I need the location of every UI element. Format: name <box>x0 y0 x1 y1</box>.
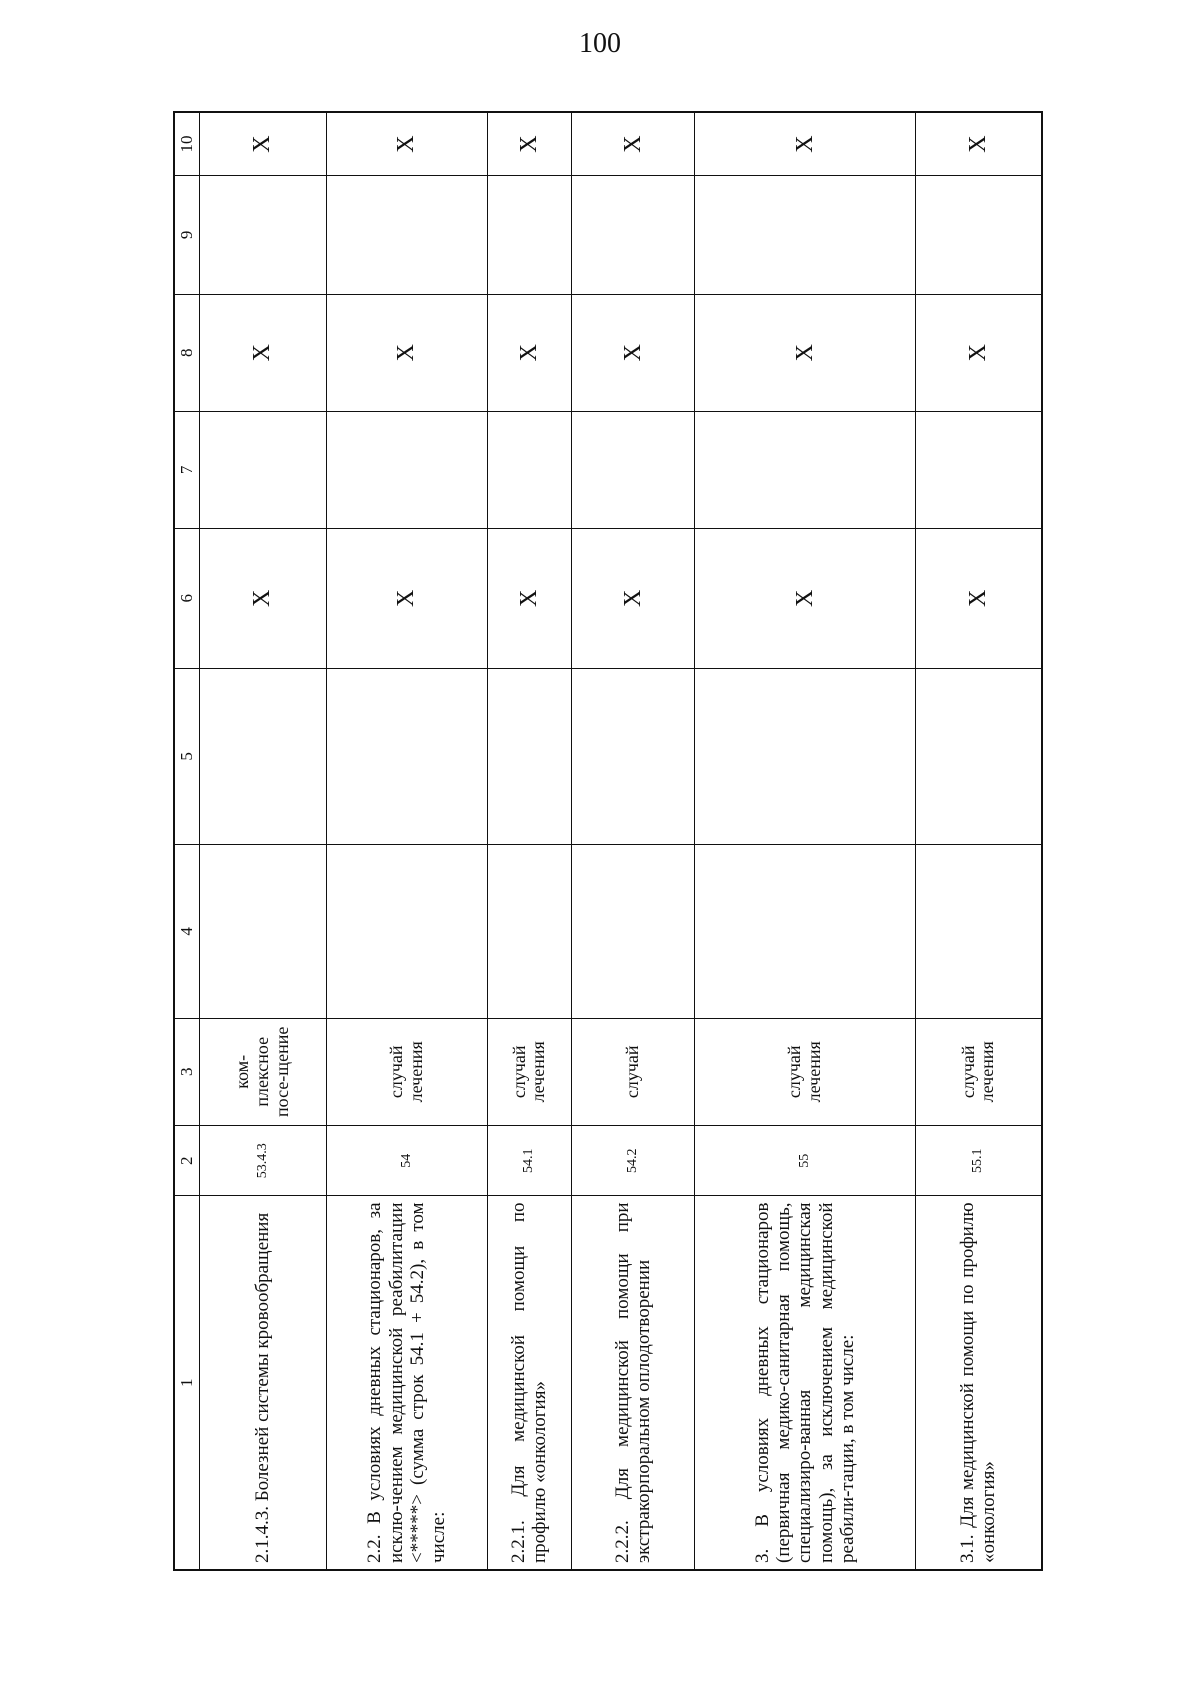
row-name: 3. В условиях дневных стационаров (первичная медико-санитарная помощь, специализиро-ванная медицинская помощь), за исключением медицинской реабили-тации, в том числе: <box>695 1196 915 1570</box>
cell-col10: X <box>915 112 1042 176</box>
row-code: 54.1 <box>487 1125 571 1196</box>
col-header-2: 2 <box>174 1125 200 1196</box>
cell-col8: X <box>326 294 487 411</box>
cell-col6: X <box>200 528 327 668</box>
table-row <box>571 112 695 1570</box>
cell-col8: X <box>695 294 915 411</box>
cell-col4 <box>200 845 327 1019</box>
cell-col9 <box>487 176 571 295</box>
row-name: 3.1. Для медицинской помощи по профилю «онкология» <box>915 1196 1042 1570</box>
row-name: 2.1.4.3. Болезней системы кровообращения <box>200 1196 327 1570</box>
cell-col6: X <box>487 528 571 668</box>
cell-col5 <box>915 668 1042 844</box>
row-code: 55 <box>695 1125 915 1196</box>
cell-col5 <box>487 668 571 844</box>
cell-col6: X <box>571 528 695 668</box>
col-header-1: 1 <box>174 1196 200 1570</box>
row-code: 54.2 <box>571 1125 695 1196</box>
col-header-4: 4 <box>174 845 200 1019</box>
table-row <box>915 112 1042 1570</box>
col-header-9: 9 <box>174 176 200 295</box>
cell-col8: X <box>915 294 1042 411</box>
cell-col9 <box>915 176 1042 295</box>
cell-col7 <box>571 411 695 528</box>
page-number: 100 <box>579 28 621 59</box>
cell-col6: X <box>915 528 1042 668</box>
row-name: 2.2. В условиях дневных стационаров, за исклю-чением медицинской реабилитации <*****> (сумма строк 54.1 + 54.2), в том числе: <box>326 1196 487 1570</box>
data-table <box>173 111 1043 1571</box>
cell-col5 <box>200 668 327 844</box>
col-header-7: 7 <box>174 411 200 528</box>
cell-col5 <box>326 668 487 844</box>
cell-col5 <box>571 668 695 844</box>
cell-col6: X <box>326 528 487 668</box>
cell-col4 <box>571 845 695 1019</box>
row-unit: случай лечения <box>326 1018 487 1125</box>
rotated-table-container <box>173 111 1043 1571</box>
cell-col9 <box>695 176 915 295</box>
row-unit: случай лечения <box>915 1018 1042 1125</box>
row-unit: случай лечения <box>487 1018 571 1125</box>
cell-col7 <box>695 411 915 528</box>
row-unit: случай лечения <box>695 1018 915 1125</box>
cell-col7 <box>487 411 571 528</box>
cell-col7 <box>200 411 327 528</box>
cell-col7 <box>326 411 487 528</box>
table-row <box>695 112 915 1570</box>
col-header-3: 3 <box>174 1018 200 1125</box>
table-row <box>200 112 327 1570</box>
cell-col8: X <box>200 294 327 411</box>
cell-col10: X <box>487 112 571 176</box>
table-row <box>487 112 571 1570</box>
cell-col4 <box>487 845 571 1019</box>
cell-col10: X <box>326 112 487 176</box>
cell-col5 <box>695 668 915 844</box>
cell-col4 <box>695 845 915 1019</box>
row-code: 53.4.3 <box>200 1125 327 1196</box>
row-name: 2.2.1. Для медицинской помощи по профилю «онкология» <box>487 1196 571 1570</box>
cell-col10: X <box>200 112 327 176</box>
cell-col7 <box>915 411 1042 528</box>
col-header-6: 6 <box>174 528 200 668</box>
row-code: 54 <box>326 1125 487 1196</box>
cell-col9 <box>326 176 487 295</box>
col-header-10: 10 <box>174 112 200 176</box>
cell-col9 <box>571 176 695 295</box>
row-code: 55.1 <box>915 1125 1042 1196</box>
cell-col10: X <box>571 112 695 176</box>
row-name: 2.2.2. Для медицинской помощи при экстракорпоральном оплодотворении <box>571 1196 695 1570</box>
col-header-5: 5 <box>174 668 200 844</box>
cell-col10: X <box>695 112 915 176</box>
table-row <box>326 112 487 1570</box>
header-row <box>174 112 200 1570</box>
cell-col9 <box>200 176 327 295</box>
cell-col8: X <box>571 294 695 411</box>
cell-col6: X <box>695 528 915 668</box>
cell-col8: X <box>487 294 571 411</box>
cell-col4 <box>326 845 487 1019</box>
row-unit: случай <box>571 1018 695 1125</box>
cell-col4 <box>915 845 1042 1019</box>
col-header-8: 8 <box>174 294 200 411</box>
row-unit: ком-плексное посе-щение <box>200 1018 327 1125</box>
